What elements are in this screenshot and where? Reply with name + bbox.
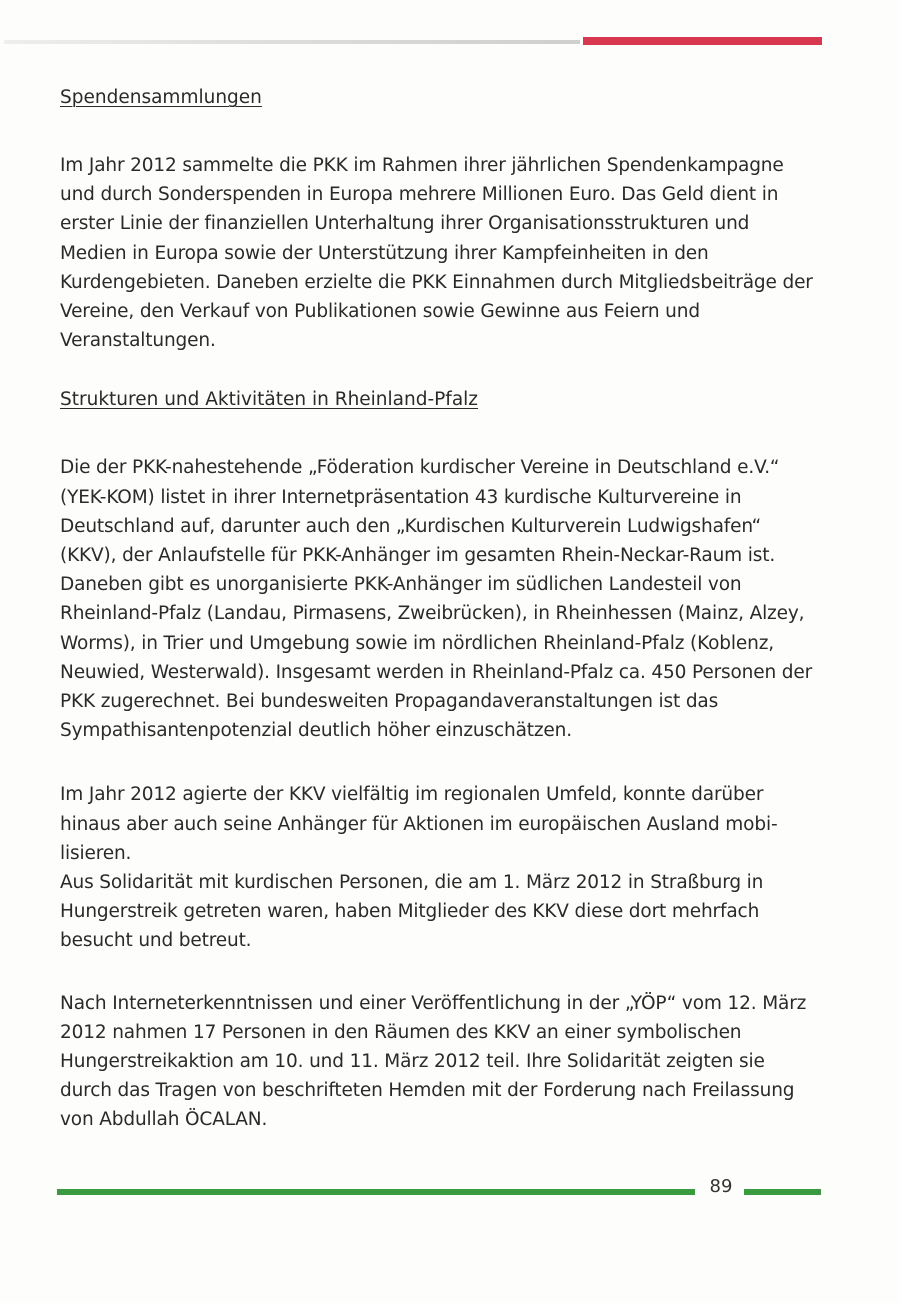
page-number: 89 xyxy=(709,1176,733,1197)
paragraph-kkv-aktivitaeten: Im Jahr 2012 agierte der KKV vielfältig im regionalen Umfeld, konnte darüber hinaus aber auch seine Anhänger für Aktionen im europäischen Ausland mobilisieren. xyxy=(60,784,778,864)
paragraph-strukturen: Die der PKK-nahestehende „Föderation kurdischer Vereine in Deutschland e.V.“ (YEK-KOM) listet in ihrer Internetpräsentation 43 kurdische Kulturvereine in Deutschland auf, darunter auch den „Kurdischen Kulturverein Ludwigshafen“ (KKV), der Anlaufstelle für PKK-Anhänger im gesamten Rhein-Neckar-Raum ist. Daneben gibt es unorganisierte PKK-Anhänger im südlichen Landesteil von Rheinland-Pfalz (Landau, Pirmasens, Zweibrücken), in Rheinhessen (Mainz, Alzey, Worms), in Trier und Umgebung sowie im nördlichen Rheinland-Pfalz (Koblenz, Neuwied, Westerwald). Insgesamt werden in Rheinland-Pfalz ca. 450 Personen der PKK zugerechnet. Bei bundesweiten Propagandaveranstaltungen ist das Sympathisantenpotenzial deutlich höher einzuschätzen. xyxy=(60,457,813,742)
footer-rule-right xyxy=(744,1189,821,1195)
page-content xyxy=(60,86,820,1135)
heading-spendensammlungen: Spendensammlungen xyxy=(60,87,262,108)
paragraph-solidaritaet: Aus Solidarität mit kurdischen Personen, die am 1. März 2012 in Straßburg in Hungerstreik getreten waren, haben Mitglieder des KKV diese dort mehrfach besucht und betreut. xyxy=(60,872,764,952)
header-rule xyxy=(4,40,580,44)
heading-strukturen: Strukturen und Aktivitäten in Rheinland-Pfalz xyxy=(60,389,479,411)
header-accent-bar xyxy=(583,37,822,45)
footer-rule xyxy=(57,1189,695,1195)
paragraph-hungerstreik: Nach Interneterkenntnissen und einer Veröffentlichung in der „YÖP“ vom 12. März 2012 nahmen 17 Personen in den Räumen des KKV an einer symbolischen Hungerstreikaktion am 10. und 11. März 2012 teil. Ihre Solidarität zeigten sie durch das Tragen von beschrifteten Hemden mit der Forderung nach Freilassung von Abdullah ÖCALAN. xyxy=(60,992,807,1131)
paragraph-spenden: Im Jahr 2012 sammelte die PKK im Rahmen ihrer jährlichen Spendenkampagne und durch Sonderspenden in Europa mehrere Millionen Euro. Das Geld dient in erster Linie der finanziellen Unterhaltung ihrer Organisationsstrukturen und Medien in Europa sowie der Unterstützung ihrer Kampfeinheiten in den Kurdengebieten. Daneben erzielte die PKK Einnahmen durch Mitgliedsbeiträge der Vereine, den Verkauf von Publikationen sowie Gewinne aus Feiern und Veranstaltungen. xyxy=(60,155,813,352)
